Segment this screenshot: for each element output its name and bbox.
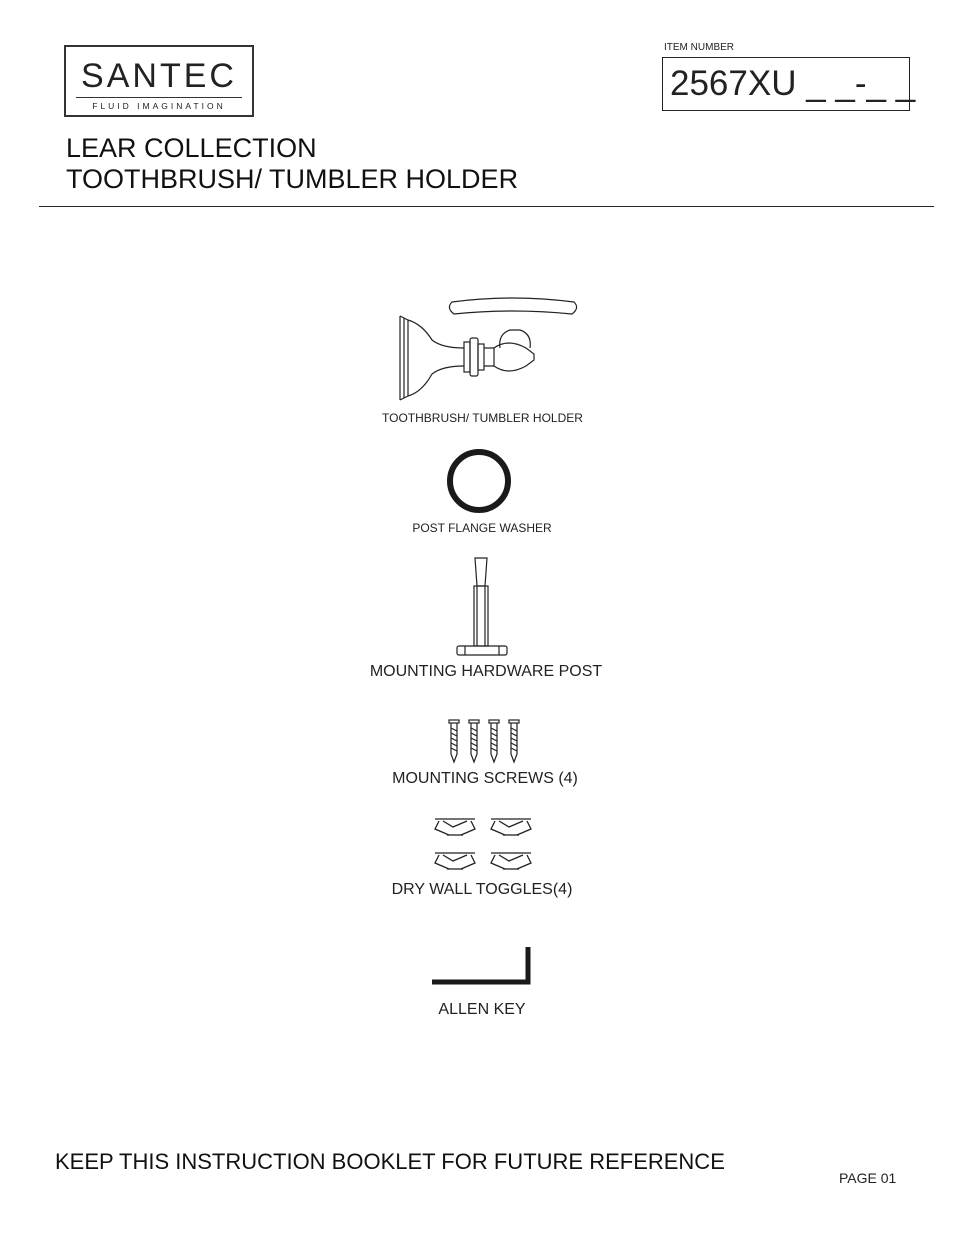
collection-title: LEAR COLLECTION (66, 133, 317, 163)
part-label-holder: TOOTHBRUSH/ TUMBLER HOLDER (382, 411, 583, 425)
allen-key-icon (430, 944, 536, 990)
brand-name: SANTEC (81, 57, 237, 95)
mounting-post-icon (455, 556, 509, 658)
item-number-box (662, 57, 916, 111)
tumbler-holder-icon (398, 296, 580, 402)
brand-logo (64, 45, 254, 117)
part-label-screws: MOUNTING SCREWS (4) (392, 770, 578, 787)
part-label-allen-key: ALLEN KEY (438, 1001, 526, 1018)
part-label-washer: POST FLANGE WASHER (412, 521, 552, 535)
logo-divider (76, 97, 242, 98)
item-number-value: 2567XU _ _-_ _ (670, 64, 916, 103)
toggles-icon (433, 815, 535, 875)
part-label-toggles: DRY WALL TOGGLES(4) (391, 881, 573, 898)
part-label-post: MOUNTING HARDWARE POST (369, 663, 603, 680)
screws-icon (447, 718, 523, 764)
reference-note: KEEP THIS INSTRUCTION BOOKLET FOR FUTURE REFERENCE (55, 1149, 725, 1174)
item-number-label: ITEM NUMBER (664, 42, 734, 53)
product-title: TOOTHBRUSH/ TUMBLER HOLDER (66, 164, 519, 194)
brand-tagline: FLUID IMAGINATION (92, 101, 226, 111)
washer-icon (446, 448, 512, 514)
header-divider (39, 206, 934, 207)
page-number: PAGE 01 (839, 1170, 897, 1186)
